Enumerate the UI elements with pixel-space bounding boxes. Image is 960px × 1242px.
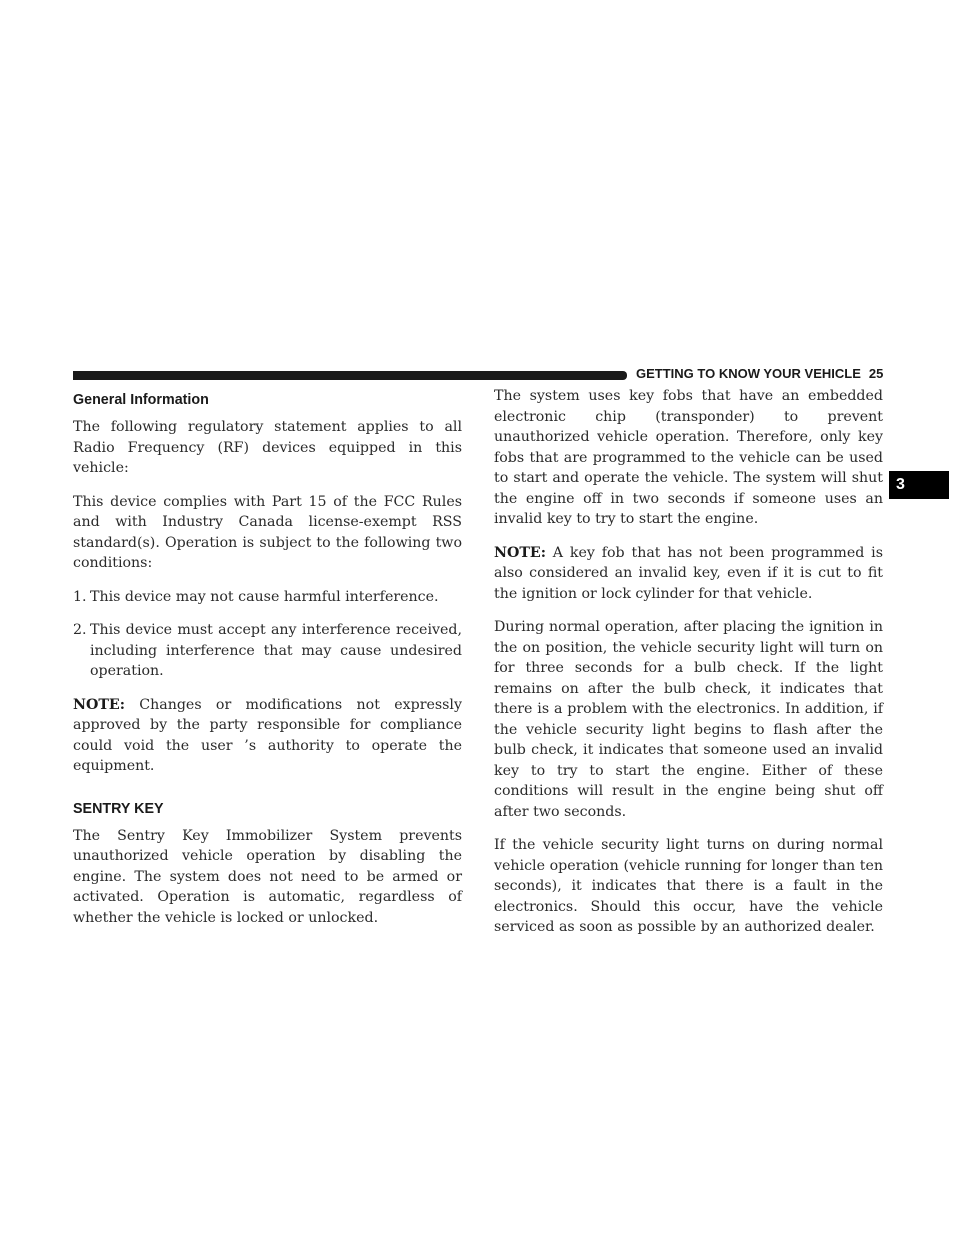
note-label: NOTE: bbox=[73, 696, 125, 713]
list-item bbox=[73, 620, 462, 682]
left-column bbox=[73, 392, 462, 928]
list-text: This device must accept any interference received, including interference that may cause undesired operation. bbox=[90, 622, 462, 679]
paragraph: If the vehicle security light turns on during normal vehicle operation (vehicle running for longer than ten seconds), it indicates that there is a fault in the electronics. Should this occur, have the vehicle serviced as soon as possible by an authorized dealer. bbox=[494, 837, 883, 935]
section-title: GETTING TO KNOW YOUR VEHICLE bbox=[636, 366, 861, 381]
heading-general-information: General Information bbox=[73, 392, 209, 408]
right-column bbox=[494, 386, 883, 938]
list-number: 2. bbox=[73, 622, 87, 638]
paragraph: This device complies with Part 15 of the FCC Rules and with Industry Canada license-exempt RSS standard(s). Operation is subject to the following two conditions: bbox=[73, 493, 462, 571]
list-item bbox=[73, 587, 462, 608]
paragraph: The system uses key fobs that have an embedded electronic chip (transponder) to prevent unauthorized vehicle operation. Therefore, only key fobs that are programmed to the vehicle can be used to start and operate the vehicle. The system will shut the engine off in two seconds if someone uses an invalid key to try to start the engine. bbox=[494, 388, 883, 527]
page-number: 25 bbox=[868, 366, 884, 381]
chapter-tab[interactable]: 3 bbox=[889, 471, 949, 499]
header-rule bbox=[73, 371, 627, 380]
note-text: Changes or modifications not expressly approved by the party responsible for compliance could void the user ’s authority to operate the equipment. bbox=[73, 696, 462, 774]
list-text: This device may not cause harmful interference. bbox=[90, 588, 439, 605]
note-paragraph bbox=[494, 543, 883, 605]
paragraph: The Sentry Key Immobilizer System prevents unauthorized vehicle operation by disabling the engine. The system does not need to be armed or activated. Operation is automatic, regardless of whether the vehicle is locked or unlocked. bbox=[73, 827, 462, 926]
note-label: NOTE: bbox=[494, 544, 546, 561]
list-number: 1. bbox=[73, 588, 87, 605]
paragraph: The following regulatory statement applies to all Radio Frequency (RF) devices equipped in this vehicle: bbox=[73, 419, 462, 476]
note-text: A key fob that has not been programmed is also considered an invalid key, even if it is cut to fit the ignition or lock cylinder for that vehicle. bbox=[494, 544, 883, 602]
heading-sentry-key: SENTRY KEY bbox=[73, 800, 164, 817]
note-paragraph bbox=[73, 695, 462, 777]
running-header bbox=[636, 366, 896, 381]
paragraph: During normal operation, after placing the ignition in the on position, the vehicle security light will turn on for three seconds for a bulb check. If the light remains on after the bulb check, it indicates that there is a problem with the electronics. In addition, if the vehicle security light begins to flash after the bulb check, it indicates that someone used an invalid key to try to start the engine. Either of these conditions will result in the engine being shut off after two seconds. bbox=[494, 619, 883, 820]
